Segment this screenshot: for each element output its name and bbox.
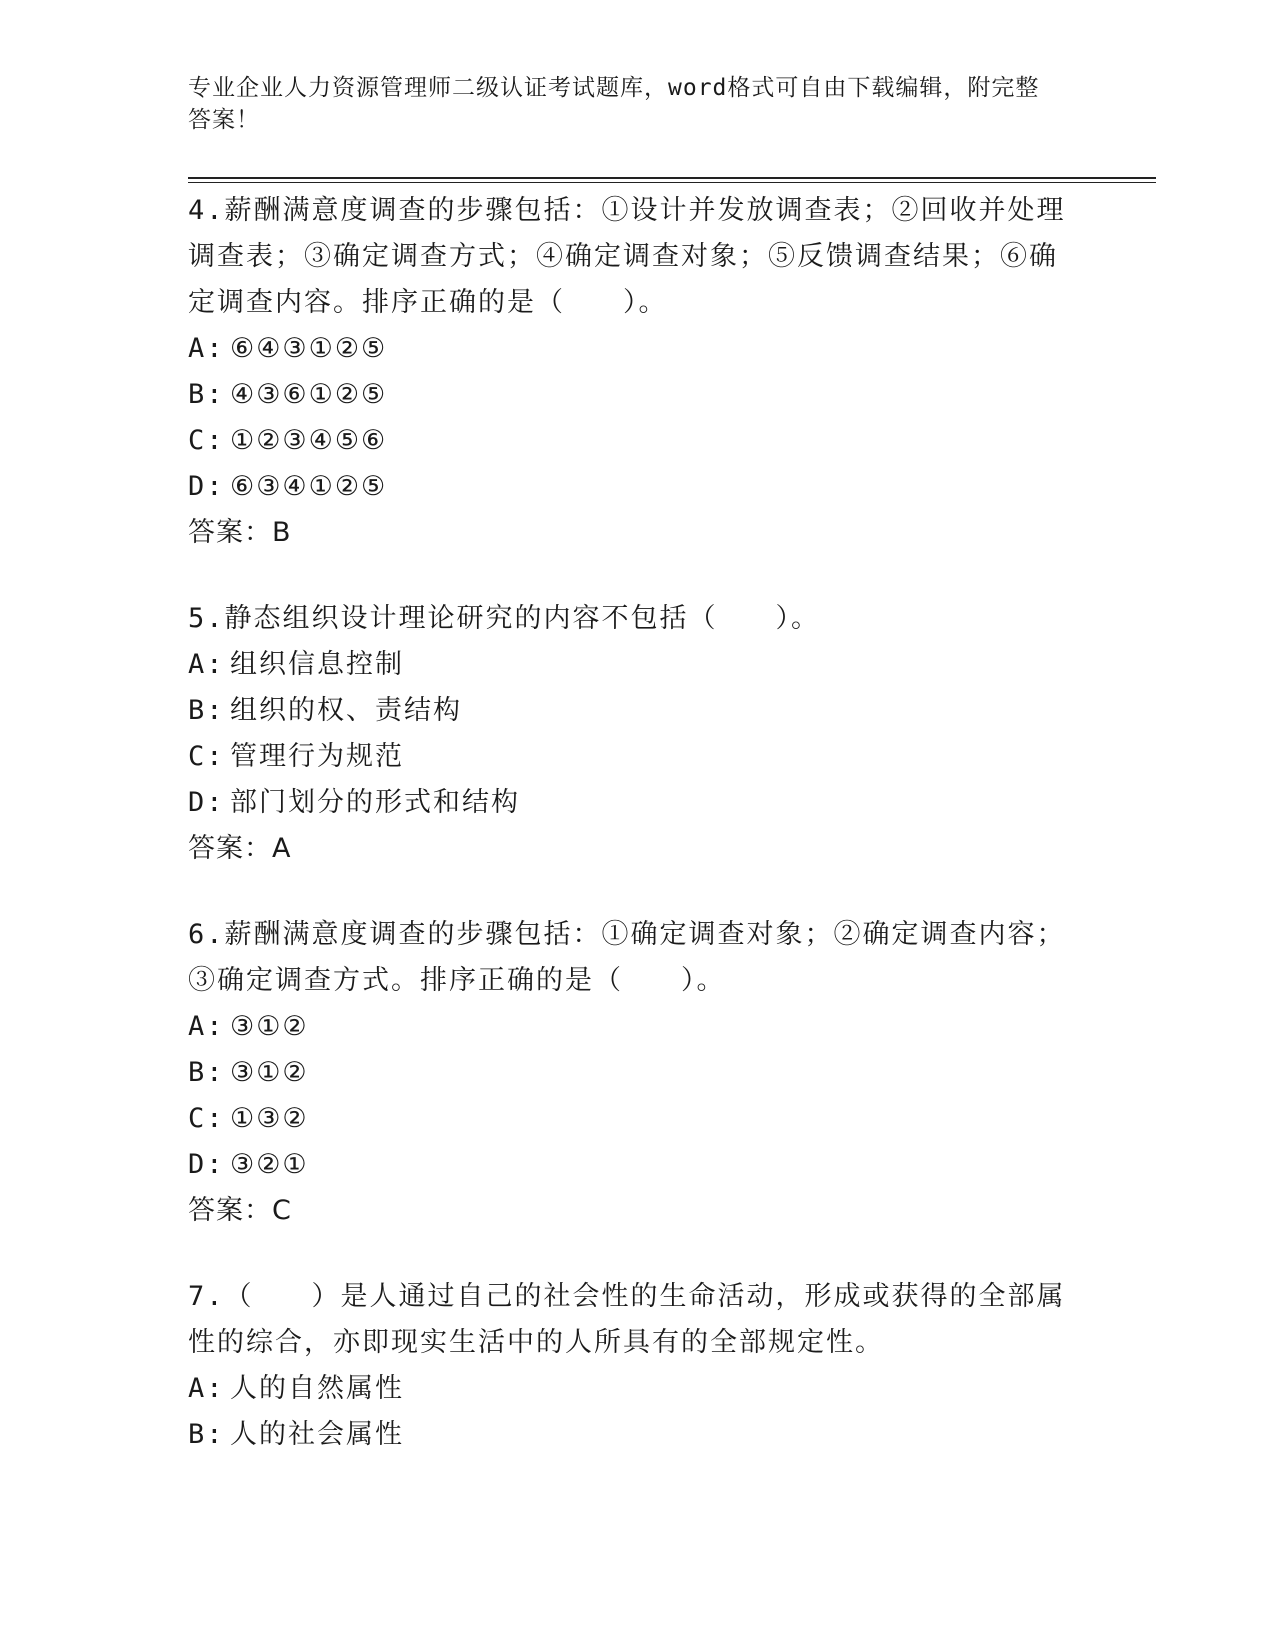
header-divider-thick bbox=[188, 177, 1156, 179]
option-letter: B: bbox=[188, 1057, 225, 1088]
option-a bbox=[188, 326, 1068, 372]
option-b bbox=[188, 372, 1068, 418]
option-letter: A: bbox=[188, 649, 225, 680]
option-letter: C: bbox=[188, 1103, 225, 1134]
question-stem bbox=[188, 188, 1068, 326]
option-letter: D: bbox=[188, 471, 225, 502]
question-stem bbox=[188, 1274, 1068, 1366]
question-5 bbox=[188, 596, 1068, 872]
option-letter: D: bbox=[188, 787, 225, 818]
option-letter: A: bbox=[188, 1011, 225, 1042]
option-text: ③①② bbox=[230, 1057, 309, 1088]
option-a bbox=[188, 1004, 1068, 1050]
answer-line: 答案：C bbox=[188, 1195, 292, 1226]
option-a bbox=[188, 642, 1068, 688]
stem-line: 5.静态组织设计理论研究的内容不包括（ ）。 bbox=[188, 603, 821, 634]
option-c bbox=[188, 734, 1068, 780]
header-line-2: 答案！ bbox=[188, 107, 260, 133]
option-b bbox=[188, 1412, 1068, 1458]
option-letter: A: bbox=[188, 333, 225, 364]
stem-line: 7.（ ）是人通过自己的社会性的生命活动，形成或获得的全部属 bbox=[188, 1281, 1066, 1312]
question-4 bbox=[188, 188, 1068, 556]
option-letter: B: bbox=[188, 1419, 225, 1450]
option-letter: C: bbox=[188, 425, 225, 456]
option-text: ⑥④③①②⑤ bbox=[230, 333, 388, 364]
answer-line: 答案：B bbox=[188, 517, 292, 548]
stem-line: 性的综合，亦即现实生活中的人所具有的全部规定性。 bbox=[188, 1327, 884, 1358]
option-c bbox=[188, 1096, 1068, 1142]
header-line-1: 专业企业人力资源管理师二级认证考试题库，word格式可自由下载编辑，附完整 bbox=[188, 75, 1040, 101]
option-letter: D: bbox=[188, 1149, 225, 1180]
stem-line: 调查表；③确定调查方式；④确定调查对象；⑤反馈调查结果；⑥确 bbox=[188, 241, 1058, 272]
option-text: 人的社会属性 bbox=[230, 1419, 404, 1450]
stem-line: ③确定调查方式。排序正确的是（ ）。 bbox=[188, 965, 726, 996]
document-header bbox=[188, 72, 1068, 136]
option-text: ④③⑥①②⑤ bbox=[230, 379, 388, 410]
option-c bbox=[188, 418, 1068, 464]
option-text: ①②③④⑤⑥ bbox=[230, 425, 388, 456]
option-text: 部门划分的形式和结构 bbox=[230, 787, 520, 818]
option-b bbox=[188, 688, 1068, 734]
option-text: ⑥③④①②⑤ bbox=[230, 471, 388, 502]
option-text: 人的自然属性 bbox=[230, 1373, 404, 1404]
question-7 bbox=[188, 1274, 1068, 1458]
option-d bbox=[188, 464, 1068, 510]
option-letter: C: bbox=[188, 741, 225, 772]
stem-line: 6.薪酬满意度调查的步骤包括：①确定调查对象；②确定调查内容； bbox=[188, 919, 1066, 950]
question-6 bbox=[188, 912, 1068, 1234]
option-d bbox=[188, 1142, 1068, 1188]
question-list bbox=[188, 188, 1068, 1498]
option-text: ①③② bbox=[230, 1103, 309, 1134]
option-a bbox=[188, 1366, 1068, 1412]
stem-line: 定调查内容。排序正确的是（ ）。 bbox=[188, 287, 668, 318]
option-text: 管理行为规范 bbox=[230, 741, 404, 772]
header-divider-thin bbox=[188, 182, 1156, 183]
option-letter: B: bbox=[188, 379, 225, 410]
option-b bbox=[188, 1050, 1068, 1096]
option-text: 组织信息控制 bbox=[230, 649, 404, 680]
question-stem bbox=[188, 596, 1068, 642]
stem-line: 4.薪酬满意度调查的步骤包括：①设计并发放调查表；②回收并处理 bbox=[188, 195, 1066, 226]
option-text: 组织的权、责结构 bbox=[230, 695, 462, 726]
option-letter: A: bbox=[188, 1373, 225, 1404]
option-letter: B: bbox=[188, 695, 225, 726]
option-text: ③①② bbox=[230, 1011, 309, 1042]
question-stem bbox=[188, 912, 1068, 1004]
answer-line: 答案：A bbox=[188, 833, 292, 864]
option-d bbox=[188, 780, 1068, 826]
option-text: ③②① bbox=[230, 1149, 309, 1180]
